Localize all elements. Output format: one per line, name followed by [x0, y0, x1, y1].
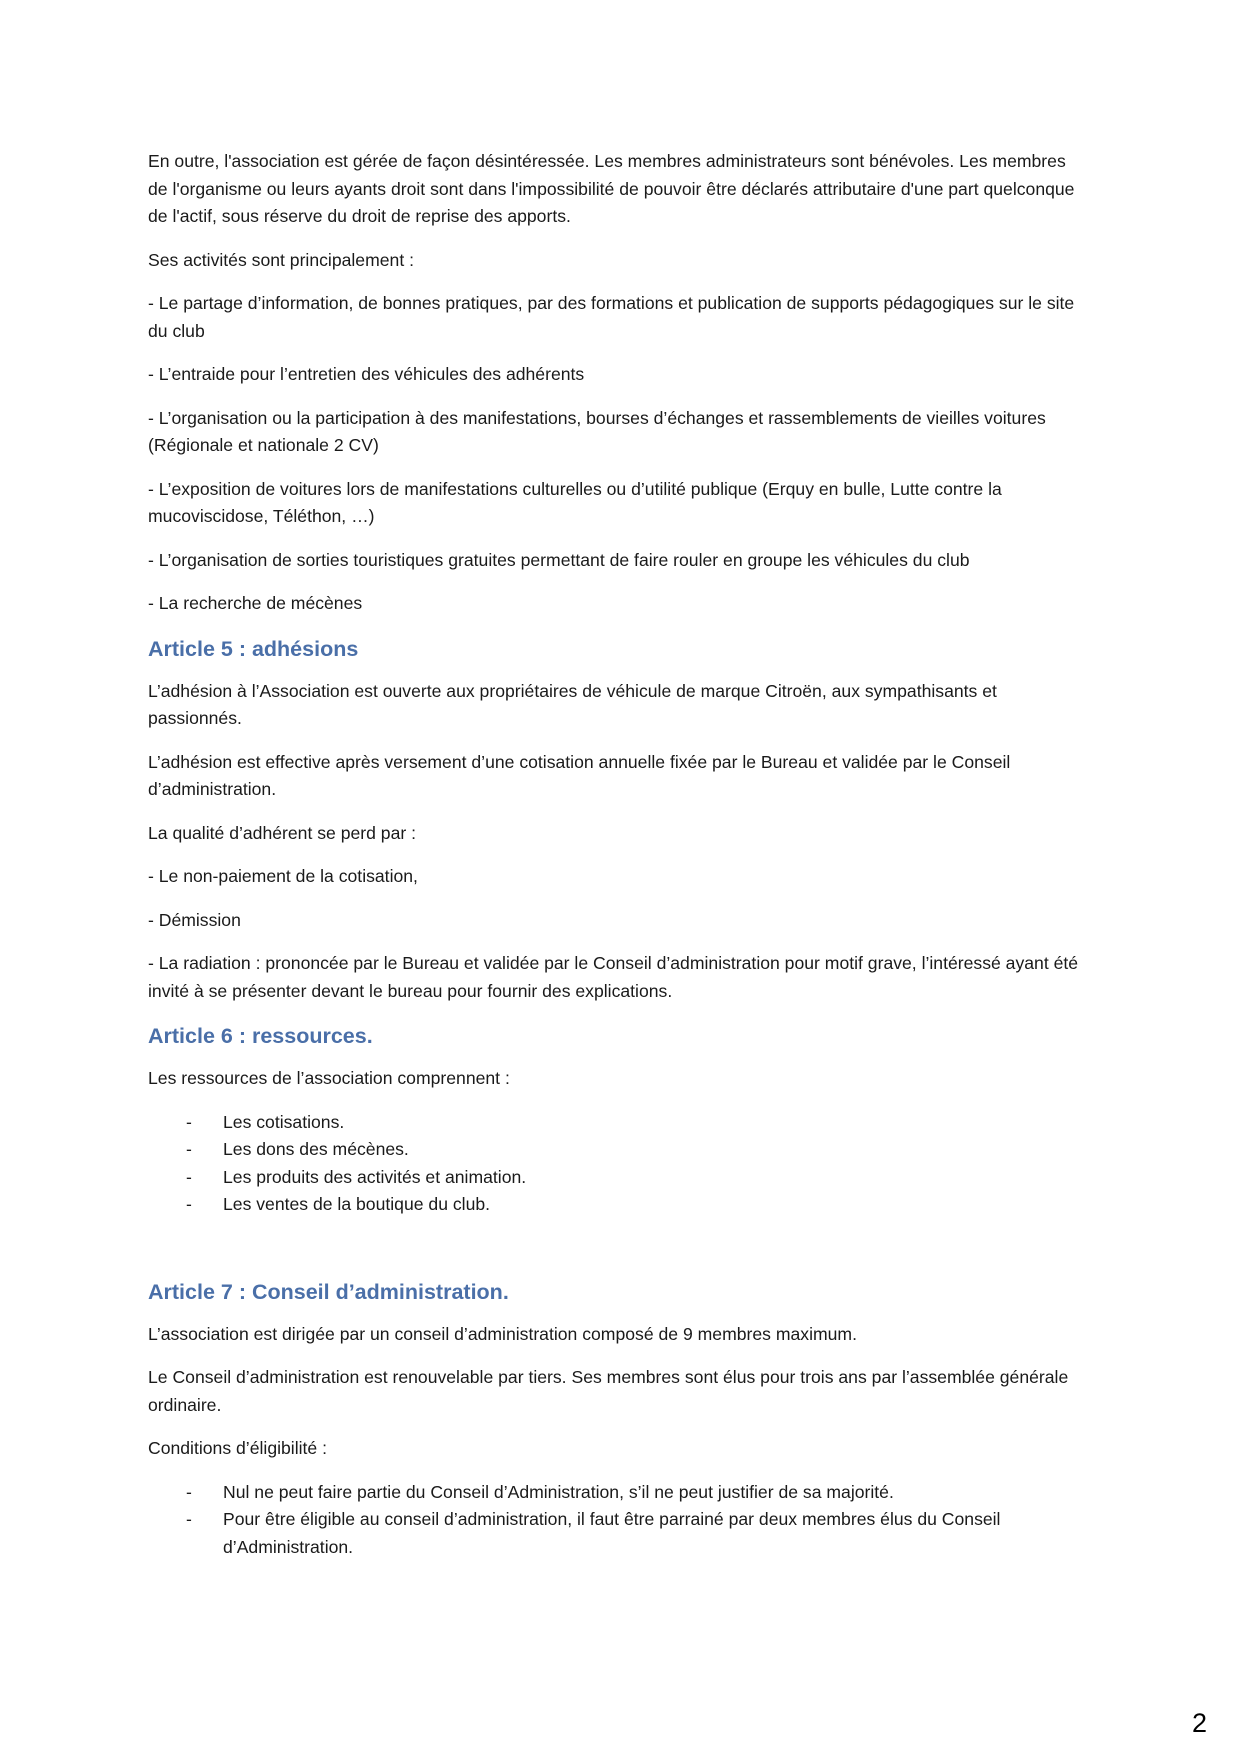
article-6-paragraph: Les ressources de l’association comprennent :	[148, 1068, 510, 1088]
list-item: - Les ventes de la boutique du club.	[148, 1191, 1088, 1219]
article-5-heading: Article 5 : adhésions	[148, 636, 359, 661]
list-item: - Les cotisations.	[148, 1109, 1088, 1137]
activity-item: - La recherche de mécènes	[148, 593, 363, 613]
activity-item: - L’organisation de sorties touristiques gratuites permettant de faire rouler en groupe les véhicules du club	[148, 549, 970, 570]
activity-item: - Le partage d’information, de bonnes pratiques, par des formations et publication de supports pédagogiques sur le site du club	[148, 293, 1075, 341]
list-item: - Pour être éligible au conseil d’administration, il faut être parrainé par deux membres élus du Conseil d’Administration.	[148, 1506, 1088, 1561]
spacer	[148, 1235, 1088, 1277]
document-page	[148, 148, 1088, 1577]
bullet-dash: -	[186, 1166, 192, 1187]
bullet-dash: -	[186, 1111, 192, 1132]
article-7-paragraph: Conditions d’éligibilité :	[148, 1438, 327, 1458]
bullet-dash: -	[186, 1194, 192, 1214]
membership-loss-item: - Le non-paiement de la cotisation,	[148, 866, 418, 886]
eligibility-list	[148, 1479, 1088, 1562]
article-7-paragraph: L’association est dirigée par un conseil d’administration composé de 9 membres maximum.	[148, 1323, 857, 1344]
activities-intro: Ses activités sont principalement :	[148, 249, 414, 270]
list-item: - Nul ne peut faire partie du Conseil d’Administration, s’il ne peut justifier de sa majorité.	[148, 1479, 1088, 1507]
membership-loss-item: - Démission	[148, 909, 241, 930]
bullet-dash: -	[186, 1481, 192, 1502]
article-7-paragraph: Le Conseil d’administration est renouvelable par tiers. Ses membres sont élus pour trois ans par l’assemblée générale ordinaire.	[148, 1367, 1069, 1415]
activity-item: - L’exposition de voitures lors de manifestations culturelles ou d’utilité publique (Erquy en bulle, Lutte contre la mucoviscidose, Téléthon, …)	[148, 478, 1002, 526]
article-5-paragraph: La qualité d’adhérent se perd par :	[148, 822, 417, 843]
article-5-paragraph: L’adhésion est effective après versement d’une cotisation annuelle fixée par le Bureau et validée par le Conseil d’administration.	[148, 751, 1011, 799]
list-item: - Les produits des activités et animation.	[148, 1164, 1088, 1192]
resources-list	[148, 1109, 1088, 1219]
bullet-dash: -	[186, 1139, 192, 1159]
intro-paragraph: En outre, l'association est gérée de façon désintéressée. Les membres administrateurs sont bénévoles. Les membres de l'organisme ou leurs ayants droit sont dans l'impossibilité de pouvoir être déclarés attributaire d'une part quelconque de l'actif, sous réserve du droit de reprise des apports.	[148, 151, 1075, 226]
membership-loss-item: - La radiation : prononcée par le Bureau et validée par le Conseil d’administration pour motif grave, l’intéressé ayant été invité à se présenter devant le bureau pour fournir des explications.	[148, 953, 1079, 1001]
article-7-heading: Article 7 : Conseil d’administration.	[148, 1279, 509, 1304]
page-number: 2	[1191, 1708, 1207, 1738]
activity-item: - L’entraide pour l’entretien des véhicules des adhérents	[148, 364, 585, 384]
list-item: - Les dons des mécènes.	[148, 1136, 1088, 1164]
bullet-dash: -	[186, 1509, 192, 1529]
article-5-paragraph: L’adhésion à l’Association est ouverte aux propriétaires de véhicule de marque Citroën, aux sympathisants et passionnés.	[148, 680, 997, 728]
activity-item: - L’organisation ou la participation à des manifestations, bourses d’échanges et rassemblements de vieilles voitures (Régionale et nationale 2 CV)	[148, 407, 1046, 455]
article-6-heading: Article 6 : ressources.	[148, 1024, 373, 1048]
